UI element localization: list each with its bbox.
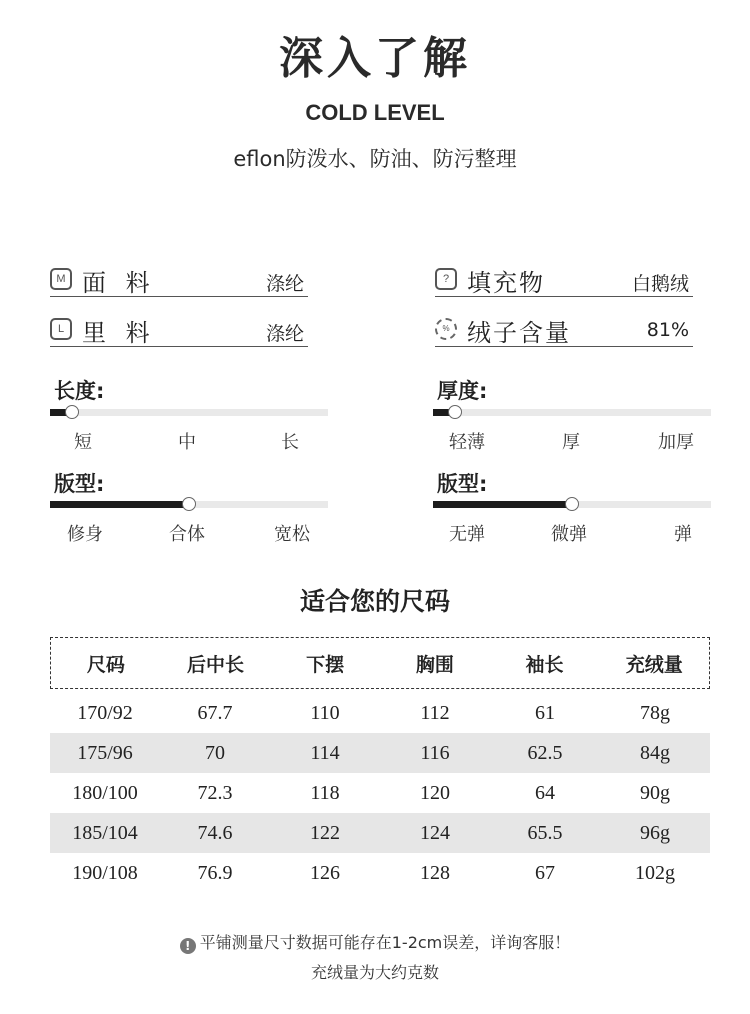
length-slider (50, 409, 328, 416)
table-cell: 122 (310, 821, 340, 844)
slider-tick: 中 (178, 432, 196, 453)
filling-icon: ? (435, 268, 457, 290)
table-row (50, 853, 710, 893)
slider-knob (448, 405, 462, 419)
table-cell: 116 (420, 741, 450, 764)
fit-slider (50, 501, 328, 508)
table-cell: 124 (420, 821, 450, 844)
table-cell: 62.5 (527, 741, 563, 764)
spec-value: 涤纶 (265, 273, 304, 295)
spec-label: 填充物 (467, 269, 545, 297)
table-cell: 175/96 (77, 741, 133, 764)
slider-tick: 弹 (674, 524, 692, 545)
length-title: 长度: (54, 379, 105, 403)
down-content-icon: % (435, 318, 457, 340)
table-cell: 70 (205, 741, 225, 764)
table-row (50, 773, 710, 813)
column-header: 后中长 (187, 653, 245, 676)
page-title: 深入了解 (279, 33, 471, 84)
table-cell: 64 (535, 781, 555, 804)
table-cell: 118 (310, 781, 340, 804)
table-row (50, 693, 710, 733)
measurement-note (0, 930, 750, 954)
spec-label: 面 料 (82, 269, 156, 297)
table-cell: 78g (640, 701, 670, 724)
size-table-heading: 适合您的尺码 (299, 587, 450, 616)
table-cell: 126 (310, 861, 340, 884)
table-cell: 65.5 (527, 821, 563, 844)
table-row (50, 813, 710, 853)
fabric-icon: M (50, 268, 72, 290)
slider-knob (182, 497, 196, 511)
spec-filling (435, 263, 693, 297)
spec-lining (50, 313, 308, 347)
spec-fabric (50, 263, 308, 297)
table-cell: 180/100 (72, 781, 138, 804)
slider-fill (50, 501, 189, 508)
slider-tick: 微弹 (551, 524, 587, 545)
table-cell: 74.6 (197, 821, 233, 844)
spec-label: 绒子含量 (467, 319, 571, 347)
column-header: 尺码 (86, 653, 125, 676)
table-cell: 90g (640, 781, 670, 804)
table-cell: 190/108 (72, 861, 138, 884)
elasticity-slider (433, 501, 711, 508)
table-cell: 114 (310, 741, 340, 764)
fit-title: 版型: (54, 472, 105, 496)
spec-value: 81% (646, 319, 689, 341)
table-cell: 67 (535, 861, 555, 884)
warning-icon: ! (180, 938, 196, 954)
elasticity-title: 版型: (437, 472, 488, 496)
table-cell: 61 (535, 701, 555, 724)
table-cell: 120 (420, 781, 450, 804)
table-cell: 128 (420, 861, 450, 884)
table-cell: 110 (310, 701, 340, 724)
slider-tick: 轻薄 (449, 432, 485, 453)
column-header: 胸围 (415, 653, 454, 676)
table-cell: 102g (635, 861, 675, 884)
table-cell: 96g (640, 821, 670, 844)
table-cell: 185/104 (72, 821, 138, 844)
slider-fill (433, 501, 572, 508)
slider-tick: 合体 (169, 524, 205, 545)
column-header: 下摆 (306, 653, 345, 676)
spec-label: 里 料 (82, 319, 156, 347)
slider-tick: 加厚 (658, 432, 694, 453)
size-table (50, 637, 710, 893)
spec-value: 涤纶 (265, 323, 304, 345)
column-header: 充绒量 (625, 653, 683, 676)
table-cell: 112 (420, 701, 450, 724)
table-cell: 72.3 (197, 781, 233, 804)
table-row (50, 733, 710, 773)
thickness-title: 厚度: (437, 379, 488, 403)
feature-description: eflon防泼水、防油、防污整理 (233, 147, 517, 171)
slider-tick: 短 (74, 432, 92, 453)
slider-knob (565, 497, 579, 511)
table-header-row (50, 637, 710, 689)
down-weight-note: 充绒量为大约克数 (310, 963, 439, 982)
slider-tick: 厚 (562, 432, 580, 453)
slider-tick: 修身 (67, 524, 103, 545)
table-cell: 76.9 (197, 861, 233, 884)
lining-icon: L (50, 318, 72, 340)
slider-tick: 宽松 (274, 524, 310, 545)
table-cell: 67.7 (197, 701, 233, 724)
table-cell: 170/92 (77, 701, 133, 724)
slider-tick: 长 (281, 432, 299, 453)
thickness-slider (433, 409, 711, 416)
spec-down-content (435, 313, 693, 347)
spec-value: 白鹅绒 (631, 273, 689, 295)
slider-knob (65, 405, 79, 419)
slider-tick: 无弹 (449, 524, 485, 545)
table-cell: 84g (640, 741, 670, 764)
note-text: 平铺测量尺寸数据可能存在1-2cm误差，详询客服！ (199, 933, 571, 952)
cold-level-subtitle: COLD LEVEL (305, 100, 445, 125)
column-header: 袖长 (525, 653, 564, 676)
